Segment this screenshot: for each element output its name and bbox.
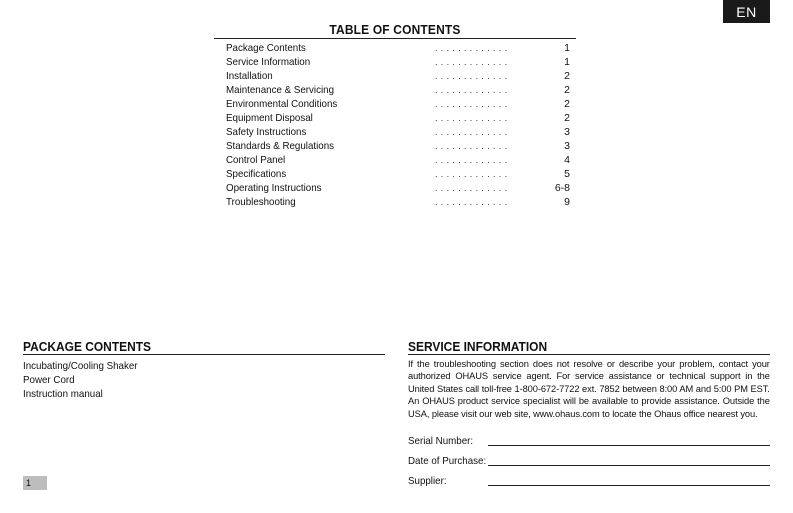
service-information-body: If the troubleshooting section does not resolve or describe your problem, contact your authorized OHAUS service agent. For service assistance or technical support in the United States call toll-free 1-800-672-7722 ext. 7852 between 8:00 AM and 5:00 PM EST. An OHAUS product service specialist will be available to provide assistance. Outside the USA, please visit our web site, www.ohaus.com to locate the Ohaus office nearest you.	[408, 359, 770, 420]
toc-entry-label: Troubleshooting	[226, 196, 296, 208]
toc-leader-dots: .............	[435, 127, 511, 137]
toc-entry[interactable]	[226, 83, 576, 97]
toc-entry[interactable]	[226, 139, 576, 153]
toc-title: TABLE OF CONTENTS	[329, 22, 461, 37]
package-item: Power Cord	[23, 374, 75, 386]
package-item: Incubating/Cooling Shaker	[23, 360, 138, 372]
page-number: 1	[23, 476, 47, 490]
serial-number-line[interactable]	[488, 445, 770, 446]
service-information-section	[408, 339, 770, 491]
toc-leader-dots: .............	[435, 43, 511, 53]
toc-entry[interactable]	[226, 41, 576, 55]
toc-leader-dots: .............	[435, 85, 511, 95]
toc-entry[interactable]	[226, 195, 576, 209]
language-badge: EN	[723, 0, 770, 23]
package-contents-section	[23, 339, 385, 401]
toc-entry[interactable]	[226, 97, 576, 111]
package-contents-list	[23, 355, 385, 401]
toc-entry[interactable]	[226, 153, 576, 167]
toc-entry-label: Standards & Regulations	[226, 140, 335, 152]
toc-leader-dots: .............	[435, 169, 511, 179]
supplier-line[interactable]	[488, 485, 770, 486]
supplier-field[interactable]	[408, 471, 770, 491]
toc-entry-page: 1	[564, 56, 570, 68]
toc-entry-label: Operating Instructions	[226, 182, 322, 194]
toc-entry[interactable]	[226, 69, 576, 83]
date-of-purchase-field[interactable]	[408, 451, 770, 471]
date-of-purchase-label: Date of Purchase:	[408, 455, 487, 468]
package-item: Instruction manual	[23, 388, 103, 400]
toc-entry-page: 2	[564, 112, 570, 124]
toc-entry-label: Service Information	[226, 56, 311, 68]
toc-entry[interactable]	[226, 111, 576, 125]
toc-entry[interactable]	[226, 125, 576, 139]
toc-entry-label: Safety Instructions	[226, 126, 307, 138]
toc-entry-label: Environmental Conditions	[226, 98, 338, 110]
toc-entry-page: 3	[564, 140, 570, 152]
package-contents-title: PACKAGE CONTENTS	[23, 339, 152, 354]
toc-entry[interactable]	[226, 167, 576, 181]
service-form	[408, 431, 770, 491]
toc-list	[214, 39, 576, 209]
toc-leader-dots: .............	[435, 113, 511, 123]
date-of-purchase-line[interactable]	[488, 465, 770, 466]
toc-entry-page: 2	[564, 70, 570, 82]
supplier-label: Supplier:	[408, 475, 447, 488]
toc-leader-dots: .............	[435, 71, 511, 81]
toc-entry-label: Equipment Disposal	[226, 112, 313, 124]
toc-leader-dots: .............	[435, 155, 511, 165]
table-of-contents	[214, 22, 576, 209]
toc-entry-label: Maintenance & Servicing	[226, 84, 335, 96]
toc-entry-page: 1	[564, 42, 570, 54]
toc-leader-dots: .............	[435, 197, 511, 207]
service-information-divider	[408, 354, 770, 355]
serial-number-field[interactable]	[408, 431, 770, 451]
toc-leader-dots: .............	[435, 99, 511, 109]
toc-entry-label: Control Panel	[226, 154, 286, 166]
toc-entry-page: 5	[564, 168, 570, 180]
toc-entry-page: 4	[564, 154, 570, 166]
toc-entry-page: 2	[564, 98, 570, 110]
toc-entry-page: 9	[564, 196, 570, 208]
toc-entry-label: Specifications	[226, 168, 287, 180]
toc-entry-page: 2	[564, 84, 570, 96]
service-information-title: SERVICE INFORMATION	[408, 339, 548, 354]
toc-entry-label: Package Contents	[226, 42, 306, 54]
toc-leader-dots: .............	[435, 183, 511, 193]
toc-entry-page: 3	[564, 126, 570, 138]
serial-number-label: Serial Number:	[408, 435, 474, 448]
toc-entry[interactable]	[226, 55, 576, 69]
toc-leader-dots: .............	[435, 57, 511, 67]
toc-entry[interactable]	[226, 181, 576, 195]
toc-leader-dots: .............	[435, 141, 511, 151]
toc-entry-page: 6-8	[554, 182, 570, 194]
toc-entry-label: Installation	[226, 70, 273, 82]
